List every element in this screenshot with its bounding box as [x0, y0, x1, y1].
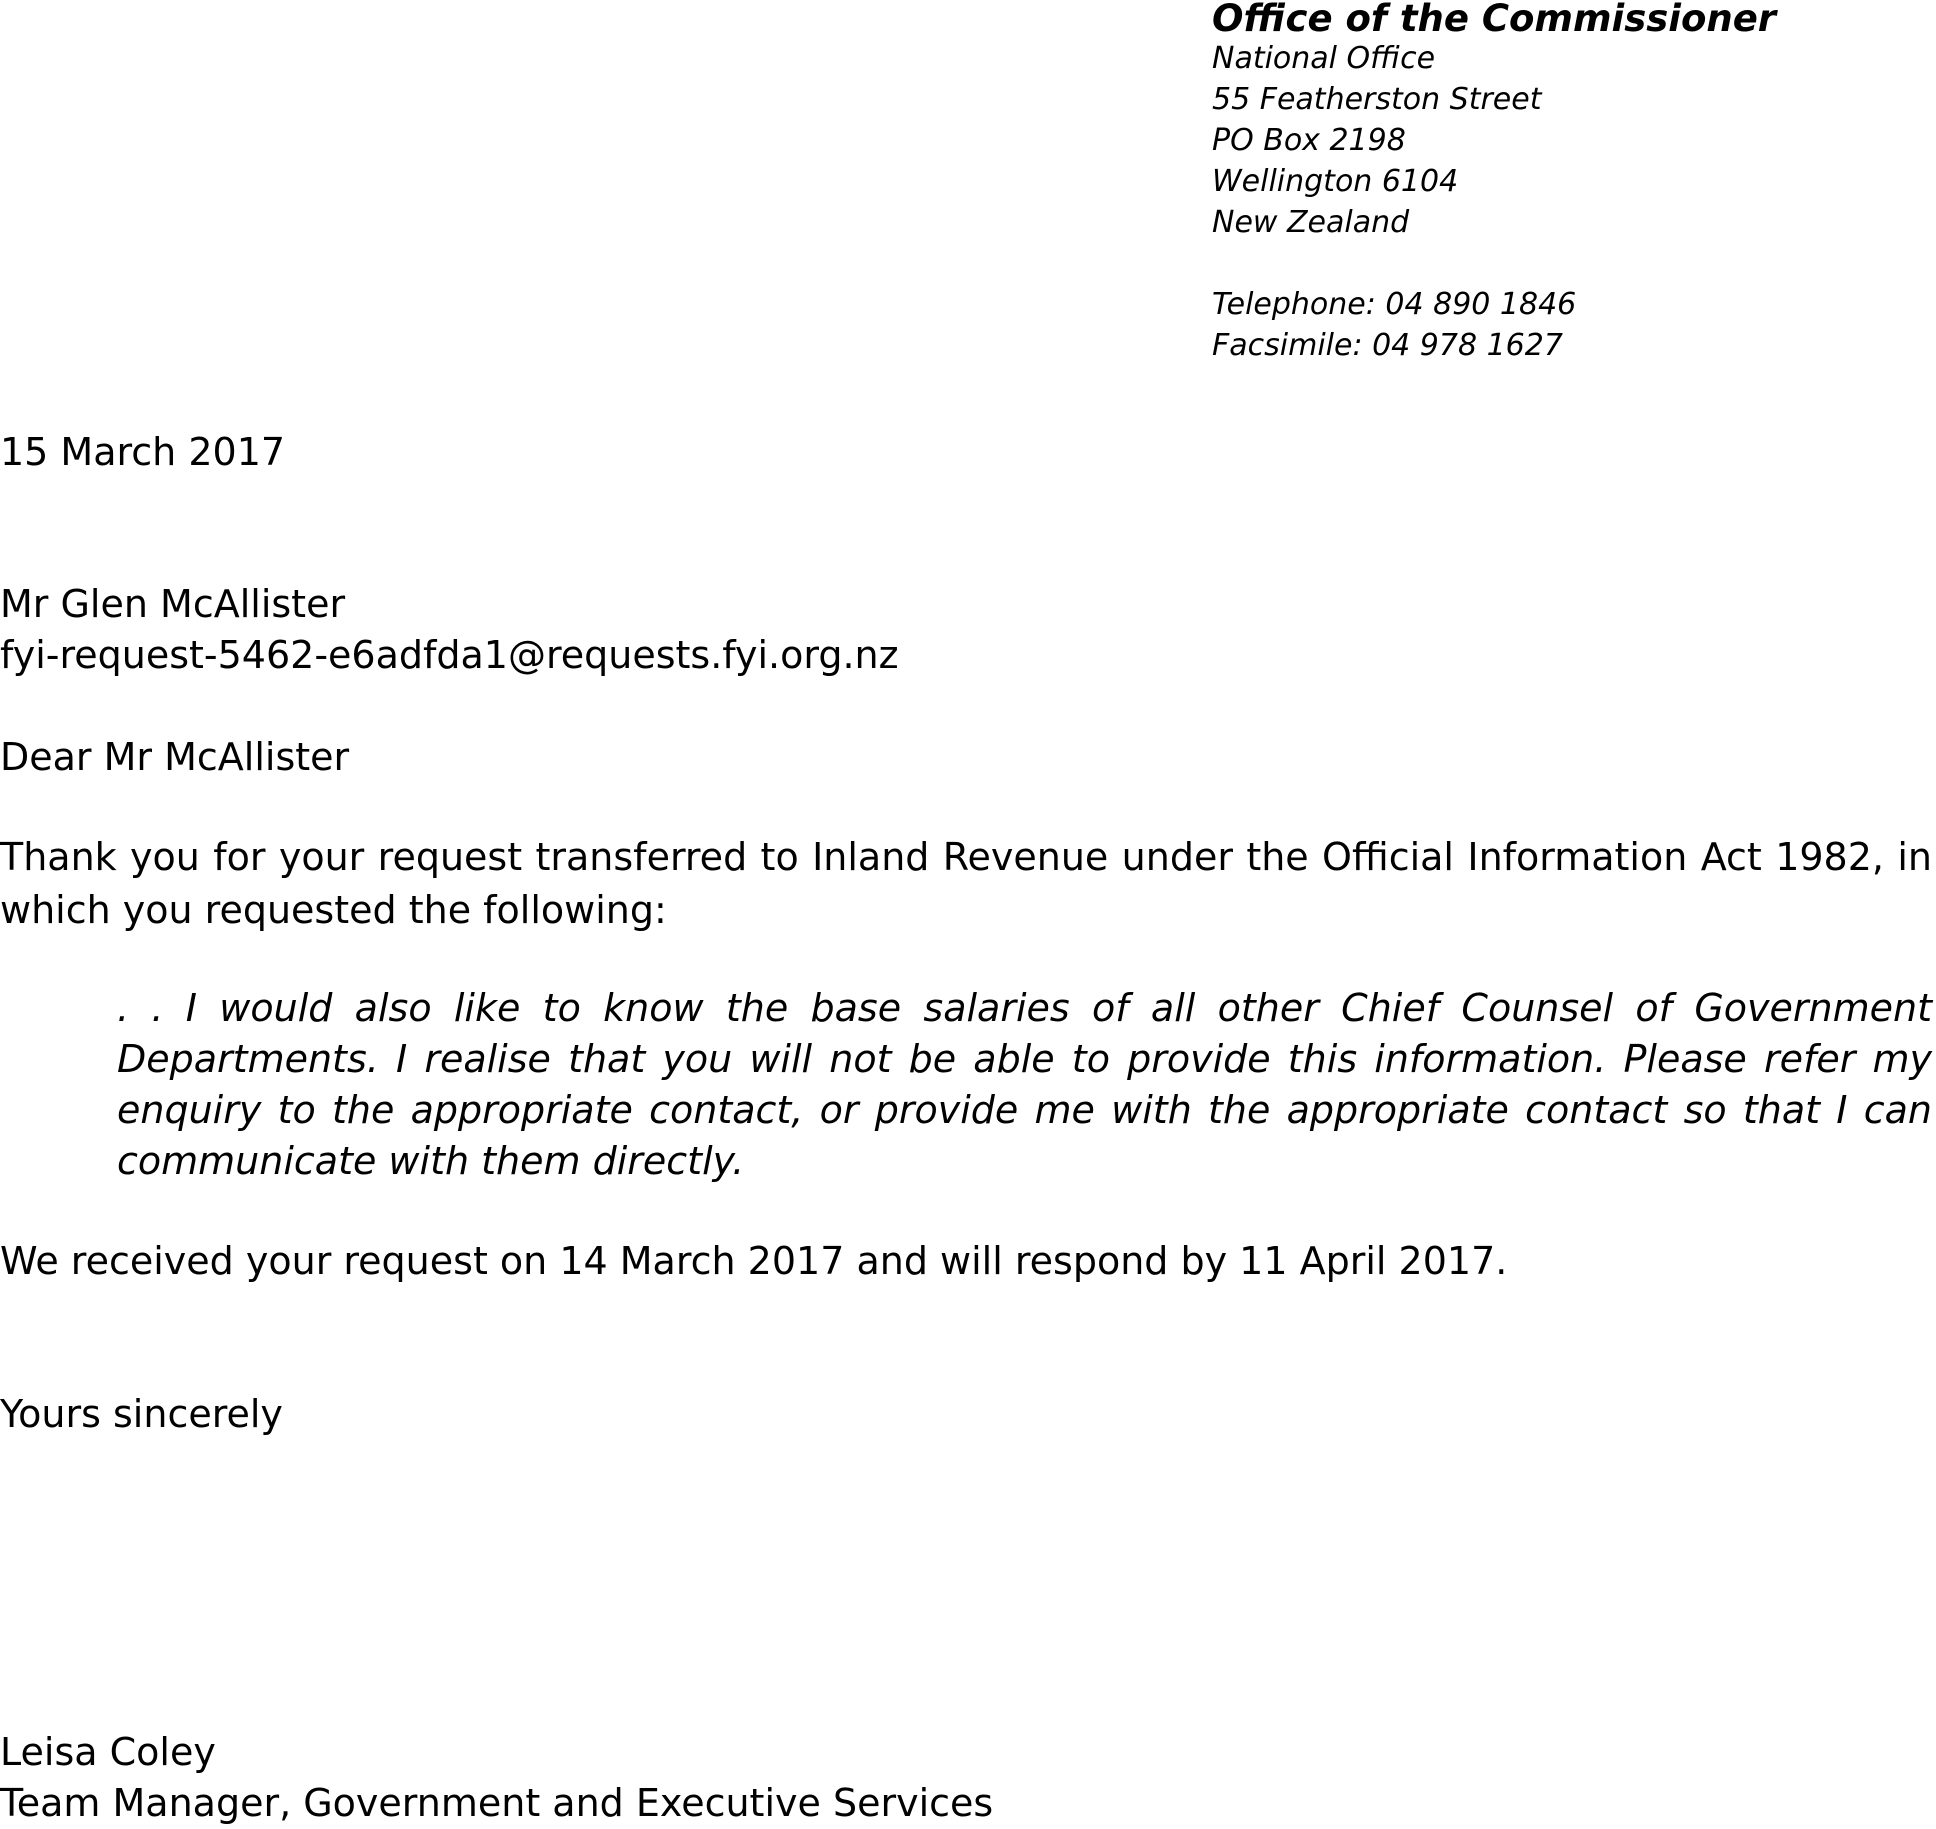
quoted-request: . . I would also like to know the base salaries of all other Chief Counsel of Government Departments. I realise that you will not be able to provide this information. Please refer my enquiry to the appropriate contact, or provide me with the appropriate contact so that I can communicate with them directly.: [117, 986, 1932, 1183]
received-paragraph: We received your request on 14 March 2017 and will respond by 11 April 2017.: [0, 1239, 1508, 1283]
intro-paragraph: Thank you for your request transferred to Inland Revenue under the Official Information Act 1982, in which you requested the following:: [0, 835, 1932, 932]
signatory-position: Team Manager, Government and Executive Services: [0, 1781, 994, 1825]
signatory-name: Leisa Coley: [0, 1730, 216, 1774]
facsimile-number: Facsimile: 04 978 1627: [1212, 328, 1563, 363]
closing: Yours sincerely: [0, 1392, 283, 1436]
recipient-name: Mr Glen McAllister: [0, 582, 346, 626]
address-line-office: National Office: [1212, 41, 1436, 76]
recipient-email: fyi-request-5462-e6adfda1@requests.fyi.org.nz: [0, 633, 899, 677]
office-title: Office of the Commissioner: [1212, 0, 1777, 40]
recipient-block: [0, 579, 899, 681]
letter-date: 15 March 2017: [0, 430, 286, 474]
address-line-city: Wellington 6104: [1212, 164, 1459, 199]
address-line-country: New Zealand: [1212, 205, 1410, 240]
address-line-street: 55 Featherston Street: [1212, 82, 1542, 117]
salutation: Dear Mr McAllister: [0, 735, 350, 779]
telephone-number: Telephone: 04 890 1846: [1212, 287, 1577, 322]
sender-address-block: [1212, 0, 1776, 366]
address-line-po-box: PO Box 2198: [1212, 123, 1406, 158]
signatory-block: [0, 1727, 993, 1829]
address-spacer: [1212, 243, 1776, 284]
